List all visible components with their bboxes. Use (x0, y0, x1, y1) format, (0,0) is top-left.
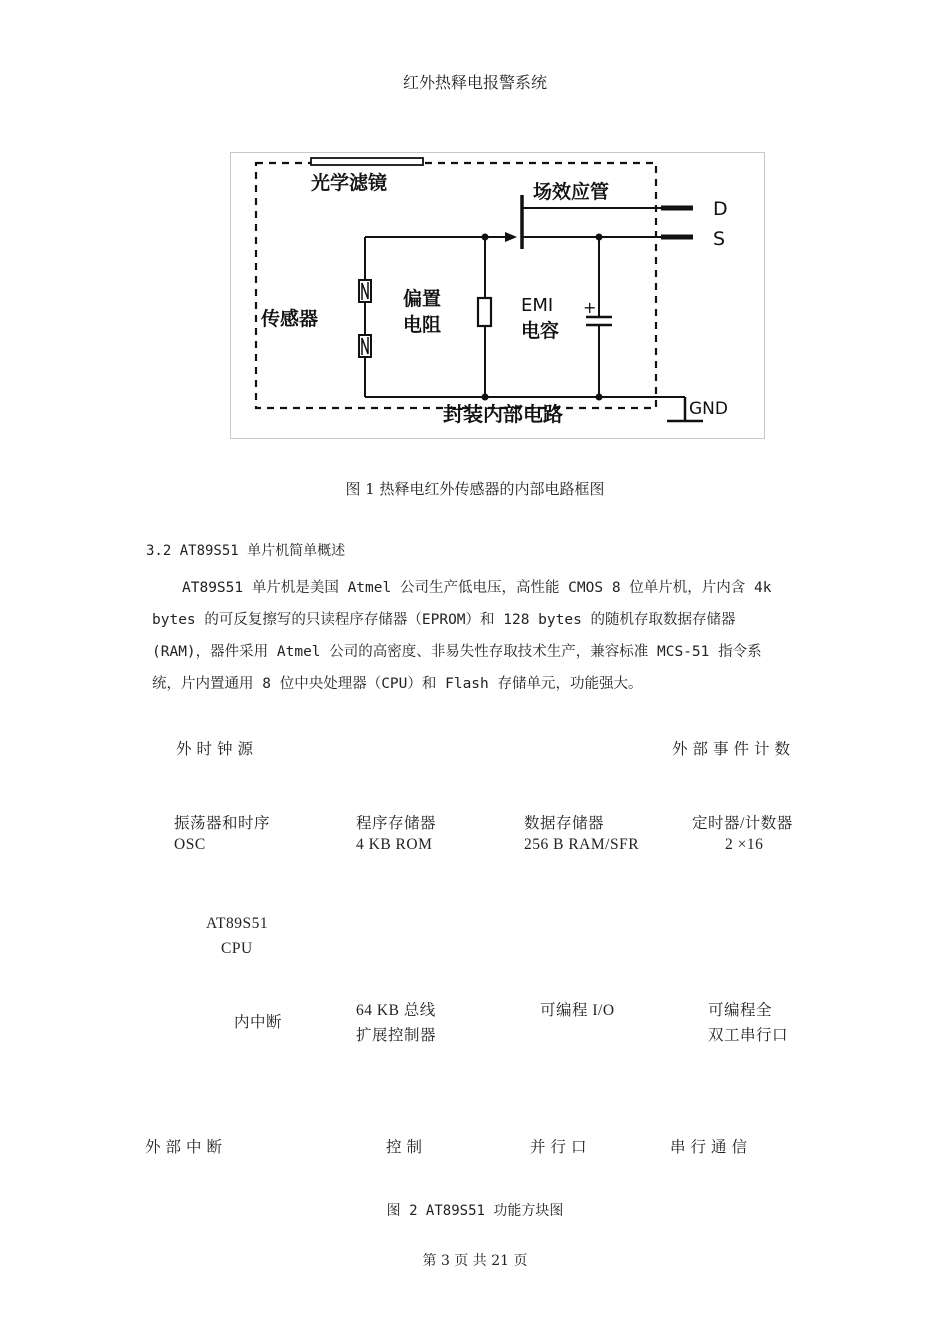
label-bus-1: 64 KB 总线 (356, 1002, 436, 1019)
label-serial: 串行通信 (670, 1139, 753, 1156)
body-paragraph (152, 572, 802, 700)
label-osc-1: 振荡器和时序 (174, 815, 271, 832)
optical-filter (311, 158, 423, 165)
label-cpu-2: CPU (221, 940, 253, 957)
label-sensor: 传感器 (261, 308, 319, 330)
bias-resistor (478, 298, 491, 326)
label-uart-2: 双工串行口 (708, 1027, 789, 1044)
label-int: 内中断 (234, 1014, 283, 1031)
label-osc-2: OSC (174, 836, 206, 853)
figure2-caption: 图 2 AT89S51 功能方块图 (386, 1203, 564, 1219)
label-bias-1: 偏置 (403, 288, 442, 310)
label-cpu-1: AT89S51 (206, 915, 269, 932)
label-timer-2: 2 ×16 (725, 836, 764, 853)
label-package: 封装内部电路 (443, 402, 563, 426)
label-ram-2: 256 B RAM/SFR (524, 836, 640, 853)
label-fet: 场效应管 (533, 181, 610, 203)
label-rom-1: 程序存储器 (356, 815, 437, 832)
label-parallel: 并行口 (530, 1139, 592, 1156)
label-emi-2: 电容 (521, 320, 560, 342)
label-ext-int: 外部中断 (145, 1139, 228, 1156)
paragraph-line: (RAM)，器件采用 Atmel 公司的高密度、非易失性存取技术生产，兼容标准 MCS-51 指令系 (152, 644, 762, 660)
label-s: S (713, 228, 726, 250)
label-filter: 光学滤镜 (311, 172, 388, 194)
label-rom-2: 4 KB ROM (356, 836, 433, 853)
figure1-caption: 图 1 热释电红外传感器的内部电路框图 (345, 480, 605, 498)
page-footer: 第 3 页 共 21 页 (422, 1253, 528, 1269)
paragraph-line: 统，片内置通用 8 位中央处理器（CPU）和 Flash 存储单元，功能强大。 (152, 676, 643, 692)
label-d: D (713, 198, 728, 220)
label-bus-2: 扩展控制器 (356, 1027, 437, 1044)
paragraph-line: bytes 的可反复擦写的只读程序存储器（EPROM）和 128 bytes 的随机存取数据存储器 (152, 612, 736, 628)
label-ext-count: 外部事件计数 (672, 741, 796, 758)
label-plus: + (583, 298, 597, 317)
label-uart-1: 可编程全 (708, 1002, 773, 1019)
page-header-title: 红外热释电报警系统 (402, 73, 547, 92)
label-emi-1: EMI (521, 295, 554, 316)
label-gnd: GND (689, 399, 728, 419)
paragraph-line: AT89S51 单片机是美国 Atmel 公司生产低电压，高性能 CMOS 8 位单片机，片内含 4k (182, 580, 772, 596)
label-timer-1: 定时器/计数器 (692, 815, 793, 832)
label-ram-1: 数据存储器 (524, 815, 605, 832)
label-io: 可编程 I/O (540, 1002, 615, 1019)
section-heading: 3.2 AT89S51 单片机简单概述 (146, 543, 346, 559)
label-bias-2: 电阻 (403, 314, 442, 336)
label-ext-clock: 外时钟源 (176, 741, 259, 758)
label-control: 控制 (386, 1139, 428, 1156)
circuit-diagram (230, 152, 765, 439)
